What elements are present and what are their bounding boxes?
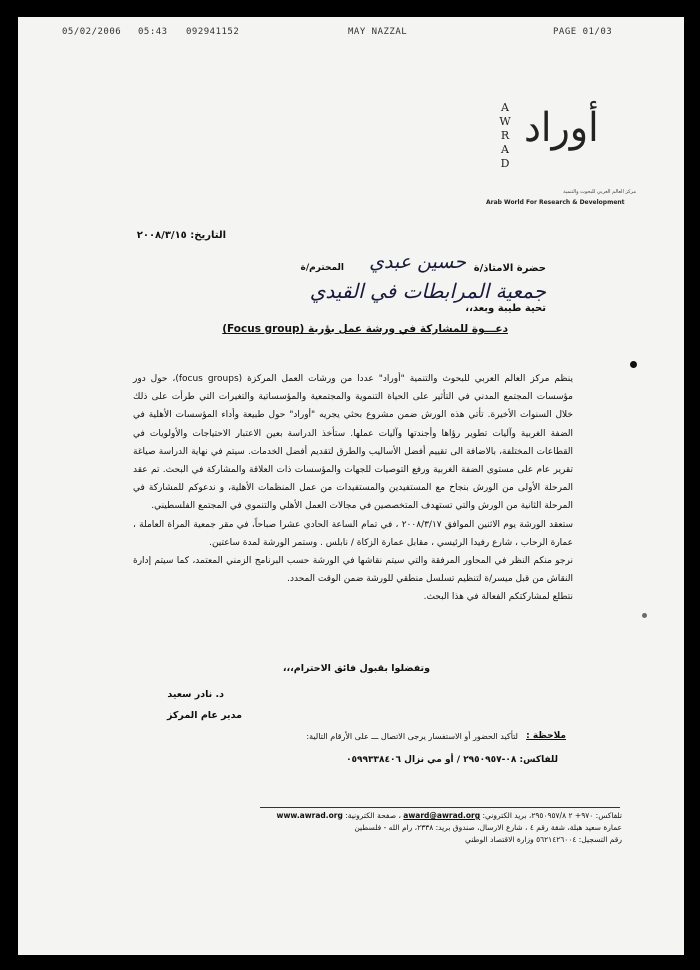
footer-website-link[interactable]: www.awrad.org [276, 811, 343, 820]
letter-date: التاريخ: ٢٠٠٨/٣/١٥ [136, 230, 226, 241]
logo-tagline-en: Arab World For Research & Development [486, 199, 625, 206]
subject-line: دعـــوة للمشاركة في ورشة عمل بؤرية (Focus group) [222, 323, 508, 335]
recipient-organization: جمعية المرابطات في القيدي [309, 279, 546, 303]
fax-time: 05:43 [138, 27, 168, 37]
closing: وتفضلوا بقبول فائق الاحترام،،، [282, 663, 430, 674]
fax-page [18, 17, 684, 955]
footer-line-2: عمارة سعيد هبلة، شقة رقم ٤ ، شارع الارسال، صندوق بريد: ٢٣٣٨، رام الله - فلسطين [354, 823, 622, 832]
logo-arabic: أوراد [523, 105, 599, 151]
footer-divider [260, 807, 620, 808]
logo-tagline-ar: مركز العالم العربي للبحوث والتنمية [563, 189, 636, 195]
logo-letters: A W R A D [499, 101, 511, 170]
signer-title: مدير عام المركز [166, 710, 242, 721]
footer-email-link[interactable]: award@awrad.org [403, 811, 481, 820]
scan-speck [642, 613, 647, 618]
body-paragraph-3: نرجو منكم النظر في المحاور المرفقة والتي سيتم نقاشها في الورشة حسب البرنامج الزمني المعتمد، كما سيتم إدارة النقاش من قبل ميسر/ة لتنظيم تسلسل منطقي للورشة ضمن الوقت المحدد. [133, 556, 573, 585]
body-paragraph-1: ينظم مركز العالم العربي للبحوث والتنمية "أوراد" عددا من ورشات العمل المركزة (focus groups)، حول دور مؤسسات المجتمع المدني في التأثير على الحياة التنموية والمجتمعية والمؤسساتية والتغيرات التي طرأت على ذلك خلال السنوات الأخيرة. تأتي هذه الورش ضمن مشروع بحثي يجريه "أوراد" حول طبيعة وأداء المؤسسات الأهلية في الضفة الغربية وآليات تطوير رؤاها وأجندتها وآليات عملها. ستأخذ الدراسة بعين الاعتبار الاحتياجات والأولويات في القطاعات المختلفة، بالاضافة الى تقييم أفضل الأساليب والطرق لتقديم أفضل الخدمات. سيتم في نهاية الدراسة صياغة تقرير عام على مستوى الضفة الغربية ورفع التوصيات للجهات والمؤسسات ذات العلاقة والمشاركة في البحث. تم عقد المرحلة الأولى من الورش بنجاح مع المستفيدين والمستفيدات من عمل المنظمات الأهلية، و ندعوكم للمشاركة في المرحلة الثانية من الورش والتي تستهدف المتخصصين في مجالات العمل الأهلي والتنموي في المجتمع الفلسطيني. [133, 374, 573, 512]
recipient-label: حضرة الامتاذ/ة [473, 263, 546, 274]
respected-label: المحترم/ة [300, 263, 344, 273]
footer-line-1: تلفاكس: ٩٧٠+ ٢ ٢٩٥٠٩٥٧/٨، بريد الكتروني: award@awrad.org ، صفحة الكترونية: www.awrad.org [276, 811, 622, 820]
contact-line: للفاكس: ٠٨-٢٩٥٠٩٥٧ / أو مي نزال ٠٥٩٩٣٣٨٤٠٦ [346, 755, 558, 765]
fax-number: 092941152 [186, 27, 240, 37]
recipient-name: حسين عبدي [369, 251, 466, 273]
greeting: تحية طيبة وبعد،، [465, 303, 546, 314]
signer-name: د. نادر سعيد [167, 689, 224, 700]
awrad-logo [472, 99, 636, 239]
footer-line-3: رقم التسجيل: ٥٦٢١٤٢٦٠٠٤ وزارة الاقتصاد الوطني [464, 835, 622, 844]
fax-sender: MAY NAZZAL [348, 27, 408, 37]
letter-body [133, 370, 573, 607]
note-text: لتأكيد الحضور أو الاستفسار يرجى الاتصال ـــ على الأرقام التالية: [306, 732, 518, 741]
fax-date: 05/02/2006 [62, 27, 122, 37]
body-paragraph-2: ستعقد الورشة يوم الاثنين الموافق ٢٠٠٨/٣/١٧ ، في تمام الساعة الحادي عشرا صباحاً، في مقر جمعية المراة العاملة ، عمارة الرحاب ، شارع رفيدا الرئيسي ، مقابل عمارة الزكاة / نابلس . وستمر الورشة لمدة ساعتين. [133, 519, 573, 548]
scan-speck [630, 361, 637, 368]
body-paragraph-4: نتطلع لمشاركتكم الفعالة في هذا البحث. [423, 592, 573, 603]
fax-page-number: PAGE 01/03 [553, 27, 613, 37]
note-label: ملاحظة : [526, 731, 566, 741]
